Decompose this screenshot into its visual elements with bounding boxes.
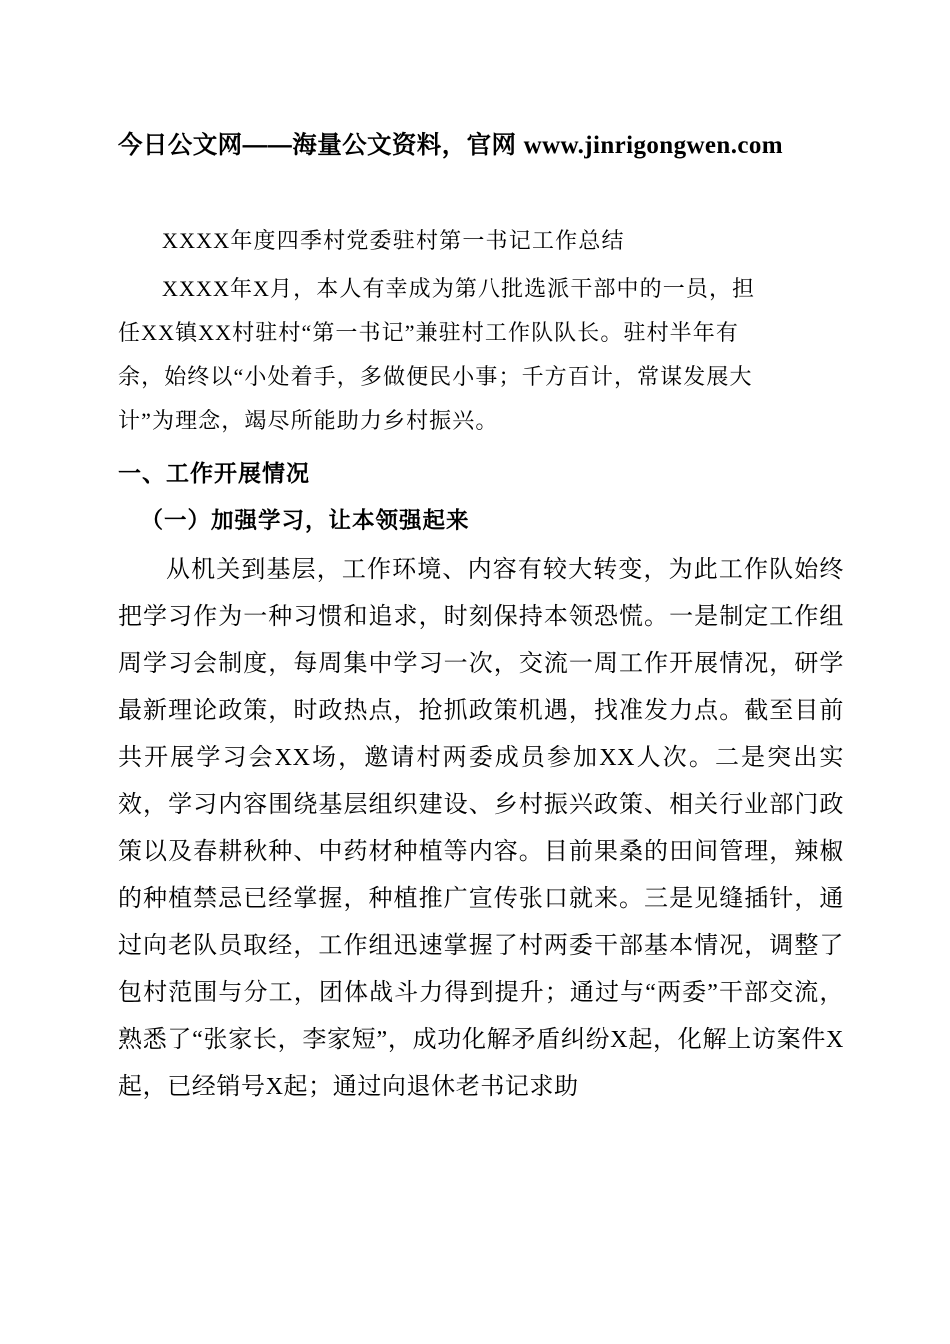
document-title: XXXX年度四季村党委驻村第一书记工作总结 [162,228,625,254]
document-content [118,128,844,1111]
subsection-heading-1: （一）加强学习，让本领强起来 [140,508,470,534]
site-url-text: www.jinrigongwen.com [523,132,783,159]
document-lead-paragraph: XXXX年X月，本人有幸成为第八批选派干部中的一员，担任XX镇XX村驻村“第一书记”兼驻村工作队队长。驻村半年有余，始终以“小处着手，多做便民小事；千方百计，常谋发展大计”为理念，竭尽所能助力乡村振兴。 [118,276,756,434]
body-paragraph-1: 从机关到基层，工作环境、内容有较大转变，为此工作队始终把学习作为一种习惯和追求，时刻保持本领恐慌。一是制定工作组周学习会制度，每周集中学习一次，交流一周工作开展情况，研学最新理论政策，时政热点，抢抓政策机遇，找准发力点。截至目前共开展学习会XX场，邀请村两委成员参加XX人次。二是突出实效，学习内容围绕基层组织建设、乡村振兴政策、相关行业部门政策以及春耕秋种、中药材种植等内容。目前果桑的田间管理，辣椒的种植禁忌已经掌握，种植推广宣传张口就来。三是见缝插针，通过向老队员取经，工作组迅速掌握了村两委干部基本情况，调整了包村范围与分工，团体战斗力得到提升；通过与“两委”干部交流，熟悉了“张家长，李家短”，成功化解矛盾纠纷X起，化解上访案件X起，已经销号X起；通过向退休老书记求助 [118,557,844,1101]
site-name-text: 今日公文网——海量公文资料，官网 [118,132,524,159]
section-heading-1: 一、工作开展情况 [118,460,310,487]
site-watermark-header [118,128,844,163]
